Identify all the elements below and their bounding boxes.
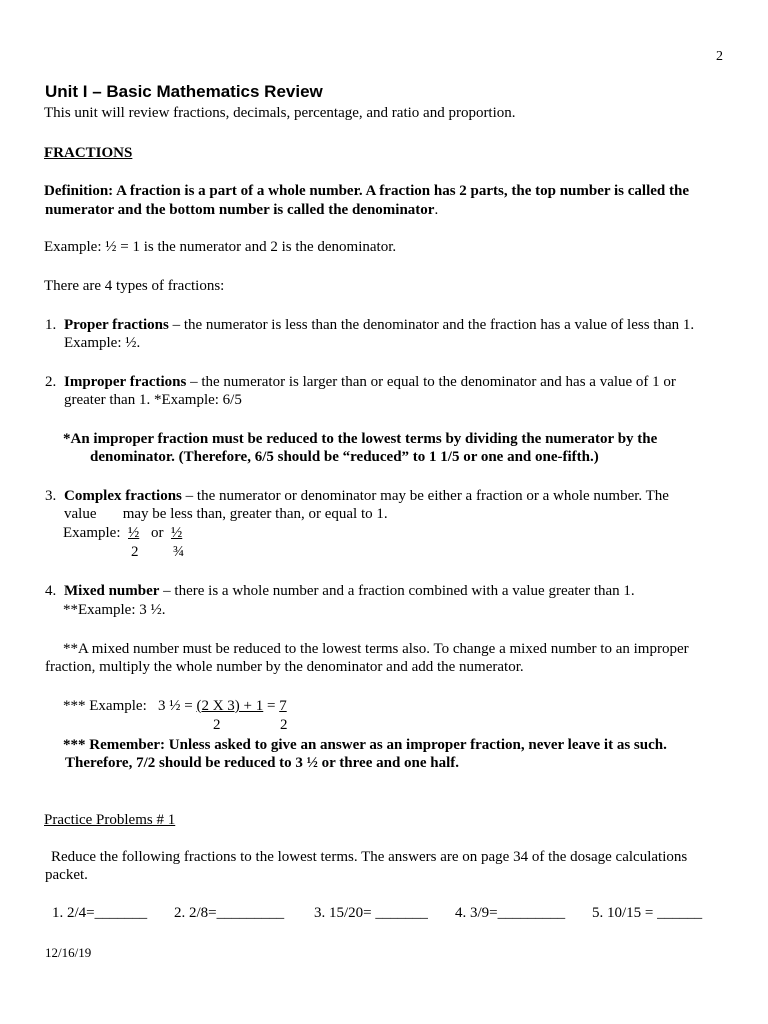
page-title: Unit I – Basic Mathematics Review	[45, 82, 323, 101]
list-item-improper-line-2: greater than 1. *Example: 6/5	[64, 392, 242, 408]
definition-line-1: Definition: A fraction is a part of a whole number. A fraction has 2 parts, the top number is called the	[44, 183, 690, 199]
practice-problem-1: 1. 2/4=_______	[52, 905, 148, 921]
list-item-text: – there is a whole number and a fraction combined with a value greater than 1.	[159, 583, 635, 599]
list-item-number: 4.	[45, 583, 57, 599]
list-item-mixed	[45, 582, 635, 600]
footer-date: 12/16/19	[45, 945, 92, 960]
mixed-example-prefix: *** Example: 3 ½ =	[63, 698, 197, 714]
list-item-complex-line-2: value may be less than, greater than, or equal to 1.	[64, 506, 388, 522]
list-item-number: 1.	[45, 317, 57, 333]
list-item-complex	[45, 487, 669, 505]
list-item-improper	[45, 373, 676, 391]
example-line: Example: ½ = 1 is the numerator and 2 is the denominator.	[44, 239, 397, 255]
list-item-proper-line-2: Example: ½.	[64, 335, 141, 351]
improper-note-line-1: *An improper fraction must be reduced to the lowest terms by dividing the numerator by the	[63, 431, 658, 447]
mixed-example-result: 7	[279, 698, 287, 714]
page-number: 2	[716, 49, 723, 64]
improper-note-line-2: denominator. (Therefore, 6/5 should be “reduced” to 1 1/5 or one and one-fifth.)	[90, 449, 599, 465]
practice-problem-3: 3. 15/20= _______	[314, 905, 428, 921]
section-heading-fractions: FRACTIONS	[44, 145, 133, 161]
definition-period: .	[434, 202, 439, 218]
practice-instructions-line-2: packet.	[45, 867, 88, 883]
mixed-example-numerator: (2 X 3) + 1	[196, 698, 264, 714]
mixed-example-den-2: 2	[280, 717, 288, 733]
practice-problem-5: 5. 10/15 = ______	[592, 905, 703, 921]
list-item-number: 2.	[45, 374, 57, 390]
practice-problem-4: 4. 3/9=_________	[455, 905, 566, 921]
types-intro: There are 4 types of fractions:	[44, 278, 225, 294]
mixed-note-line-2: fraction, multiply the whole number by the denominator and add the numerator.	[45, 659, 524, 675]
list-item-term: Improper fractions	[64, 374, 187, 390]
complex-example-label: Example:	[63, 525, 121, 541]
list-item-term: Mixed number	[64, 583, 160, 599]
remember-line-2: Therefore, 7/2 should be reduced to 3 ½ or three and one half.	[65, 755, 460, 771]
list-item-term: Proper fractions	[64, 317, 169, 333]
complex-example-den-1: 2	[131, 544, 139, 560]
mixed-example	[63, 697, 287, 715]
practice-instructions-line-1: Reduce the following fractions to the lowest terms. The answers are on page 34 of the dosage calculations	[51, 849, 688, 865]
practice-heading: Practice Problems # 1	[44, 812, 176, 828]
mixed-example-den-1: 2	[213, 717, 221, 733]
mixed-example-equals: =	[263, 698, 280, 714]
definition-line-2-bold: numerator and the bottom number is called the denominator	[45, 202, 435, 218]
remember-line-1: *** Remember: Unless asked to give an answer as an improper fraction, never leave it as such.	[63, 737, 667, 753]
list-item-mixed-line-2: **Example: 3 ½.	[63, 602, 166, 618]
definition-line-2	[45, 201, 438, 219]
list-item-text: – the numerator is larger than or equal to the denominator and has a value of 1 or	[186, 374, 676, 390]
list-item-text: – the numerator is less than the denominator and the fraction has a value of less than 1.	[168, 317, 695, 333]
complex-example-or: or	[151, 525, 164, 541]
practice-problem-2: 2. 2/8=_________	[174, 905, 285, 921]
intro-text: This unit will review fractions, decimals, percentage, and ratio and proportion.	[44, 105, 516, 121]
list-item-term: Complex fractions	[64, 488, 182, 504]
complex-example-num-2: ½	[171, 525, 183, 541]
list-item-number: 3.	[45, 488, 57, 504]
complex-example-den-2: ¾	[173, 544, 185, 560]
complex-example-num-1: ½	[128, 525, 140, 541]
list-item-text: – the numerator or denominator may be either a fraction or a whole number. The	[181, 488, 669, 504]
list-item-proper	[45, 316, 694, 334]
mixed-note-line-1: **A mixed number must be reduced to the lowest terms also. To change a mixed number to an improper	[63, 641, 689, 657]
